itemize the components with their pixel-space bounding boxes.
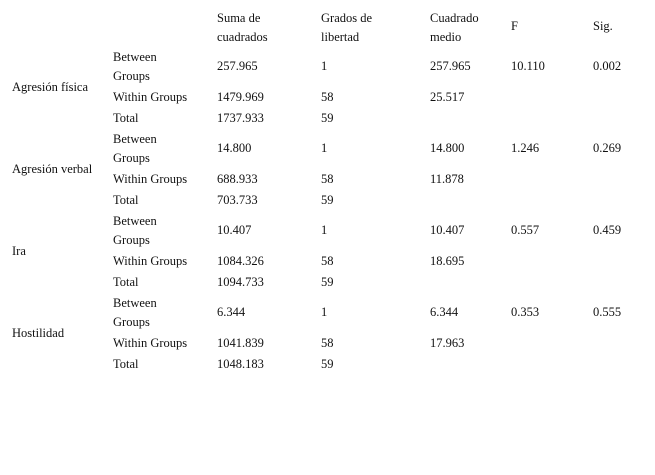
row-label: Total <box>113 111 139 125</box>
cell-suma: 1084.326 <box>217 254 264 268</box>
cell-cm: 11.878 <box>430 172 464 186</box>
row-label: Between Groups <box>113 132 157 165</box>
cell-suma: 14.800 <box>217 141 252 155</box>
cell-gl: 1 <box>321 223 328 237</box>
row-label: Between Groups <box>113 50 157 83</box>
header-f: F <box>511 19 518 33</box>
group-name: Ira <box>12 244 26 258</box>
row-label: Within Groups <box>113 90 188 104</box>
cell-cm: 257.965 <box>430 59 471 73</box>
row-label: Total <box>113 193 139 207</box>
cell-sig: 0.555 <box>593 305 622 319</box>
cell-cm: 6.344 <box>430 305 459 319</box>
cell-cm: 10.407 <box>430 223 465 237</box>
row-label: Between Groups <box>113 296 157 329</box>
header-grados: Grados de libertad <box>321 11 373 44</box>
cell-gl: 1 <box>321 59 328 73</box>
cell-gl: 1 <box>321 141 328 155</box>
cell-suma: 1737.933 <box>217 111 264 125</box>
group-name: Agresión verbal <box>12 162 93 176</box>
cell-suma: 10.407 <box>217 223 252 237</box>
cell-cm: 14.800 <box>430 141 465 155</box>
cell-suma: 703.733 <box>217 193 258 207</box>
cell-suma: 1094.733 <box>217 275 264 289</box>
cell-gl: 59 <box>321 357 334 371</box>
header-suma: Suma de cuadrados <box>217 11 268 44</box>
cell-gl: 58 <box>321 172 334 186</box>
cell-gl: 58 <box>321 336 334 350</box>
cell-suma: 1479.969 <box>217 90 264 104</box>
cell-gl: 58 <box>321 90 334 104</box>
cell-gl: 59 <box>321 193 334 207</box>
cell-cm: 18.695 <box>430 254 465 268</box>
group-name: Hostilidad <box>12 326 65 340</box>
cell-gl: 58 <box>321 254 334 268</box>
cell-gl: 59 <box>321 275 334 289</box>
row-label: Within Groups <box>113 172 188 186</box>
cell-sig: 0.002 <box>593 59 622 73</box>
header-cuadrado: Cuadrado medio <box>430 11 479 44</box>
cell-cm: 25.517 <box>430 90 465 104</box>
cell-suma: 257.965 <box>217 59 258 73</box>
cell-suma: 688.933 <box>217 172 258 186</box>
cell-gl: 59 <box>321 111 334 125</box>
cell-suma: 6.344 <box>217 305 246 319</box>
cell-f: 0.557 <box>511 223 540 237</box>
row-label: Within Groups <box>113 254 188 268</box>
cell-sig: 0.269 <box>593 141 622 155</box>
group-name: Agresión física <box>12 80 89 94</box>
cell-f: 10.110 <box>511 59 545 73</box>
row-label: Between Groups <box>113 214 157 247</box>
cell-f: 0.353 <box>511 305 540 319</box>
cell-suma: 1048.183 <box>217 357 264 371</box>
cell-gl: 1 <box>321 305 328 319</box>
row-label: Within Groups <box>113 336 188 350</box>
row-label: Total <box>113 357 139 371</box>
row-label: Total <box>113 275 139 289</box>
header-sig: Sig. <box>593 19 613 33</box>
cell-f: 1.246 <box>511 141 540 155</box>
cell-suma: 1041.839 <box>217 336 264 350</box>
cell-sig: 0.459 <box>593 223 622 237</box>
cell-cm: 17.963 <box>430 336 465 350</box>
